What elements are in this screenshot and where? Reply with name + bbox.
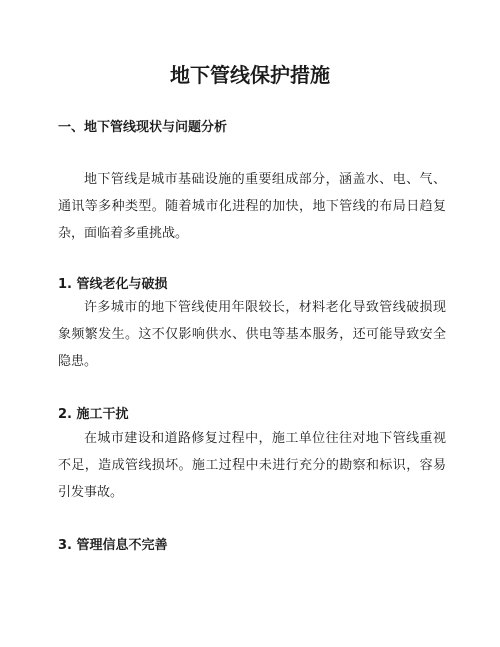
section-heading: 一、地下管线现状与问题分析 <box>58 120 228 135</box>
item-3-heading: 3. 管理信息不完善 <box>58 538 168 553</box>
section-intro-paragraph: 地下管线是城市基础设施的重要组成部分，涵盖水、电、气、通讯等多种类型。随着城市化进程的加快，地下管线的布局日趋复杂，面临着多重挑战。 <box>58 172 446 241</box>
item-1-heading: 1. 管线老化与破损 <box>58 277 168 292</box>
item-2-paragraph: 在城市建设和道路修复过程中，施工单位往往对地下管线重视不足，造成管线损坏。施工过程中未进行充分的勘察和标识，容易引发事故。 <box>58 431 446 500</box>
document-title: 地下管线保护措施 <box>170 63 330 87</box>
item-2-heading: 2. 施工干扰 <box>58 407 129 422</box>
item-1-paragraph: 许多城市的地下管线使用年限较长，材料老化导致管线破损现象频繁发生。这不仅影响供水、供电等基本服务，还可能导致安全隐患。 <box>58 300 446 369</box>
